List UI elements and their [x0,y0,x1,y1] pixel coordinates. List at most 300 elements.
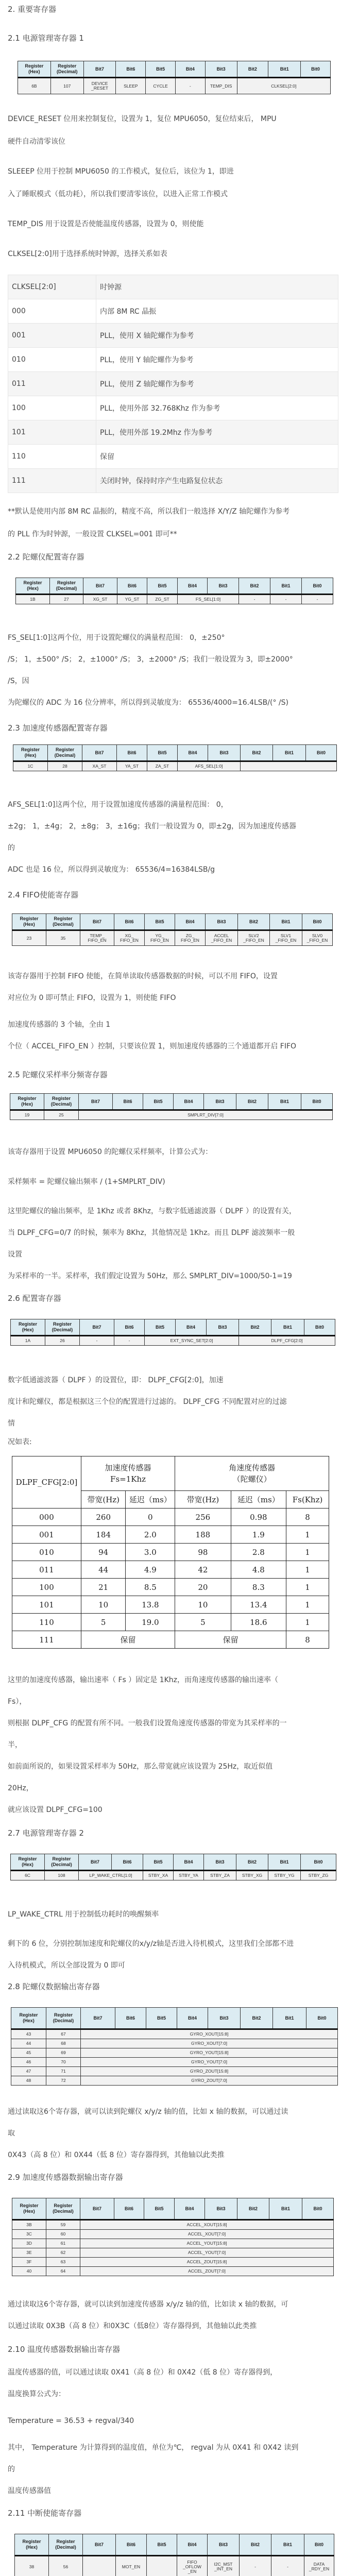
cell-smplrt-div: SMPLRT_DIV[7:0] [79,1110,333,1120]
cell-bit3: ACCEL _FIFO_EN [206,930,238,946]
col-header-bit0: Bit0 [306,745,337,761]
dlpf-cell: 44 [81,1561,126,1579]
clksel-source: PLL，使用 X 轴陀螺作为参考 [96,324,338,348]
col-header-bit2: Bit2 [241,745,273,761]
col-header-decimal: Register (Decimal) [44,1094,79,1110]
cell-bit6: - [114,1336,145,1346]
cell-bit7: XA_ST [82,761,117,771]
paragraph: 个位（ ACCEL_FIFO_EN ）控制，只要该位置 1，则加速度传感器的三个通道都开启 FIFO [8,1036,350,1057]
paragraph: 0X43（高 8 位）和 0X44（低 8 位）寄存器得到，其他轴以此类推 [8,2144,350,2166]
paragraph: 设置 [8,1244,350,1265]
dlpf-cell: 5 [175,1614,231,1631]
cell-bit0: DATA _RDY_EN [304,2556,334,2576]
cell-bit0: STBY_ZG [301,1871,336,1880]
col-header-bit6: Bit6 [117,578,147,595]
clksel-code: 110 [8,445,96,469]
cell-bit3: STBY_ZA [204,1871,236,1880]
cell-afs-sel: AFS_SEL[1:0] [178,761,241,771]
col-header-decimal: Register (Decimal) [48,745,82,761]
dlpf-table [12,1456,329,1649]
cell-hex: 19 [10,1110,44,1120]
col-header-bit2: Bit2 [236,1854,268,1871]
cell-decimal: 56 [49,2556,83,2576]
cell-bit6: YG_ST [117,595,147,604]
paragraph: 通过读取这6个寄存器，就可以读到陀螺仪 x/y/z 轴的值，比如 x 轴的数据，可以通过读 [8,2101,350,2123]
col-header-bit1: Bit1 [270,578,302,595]
col-header-bit0: Bit0 [304,1319,335,1336]
dlpf-cell: 260 [81,1509,126,1526]
cell-bits: ACCEL_XOUT[7:0] [80,2230,334,2239]
col-header-bit5: Bit5 [147,2534,177,2556]
cell-bit7: DEVICE _RESET [83,78,116,94]
col-header-bit3: Bit3 [208,2008,241,2029]
cell-decimal: 72 [46,2076,81,2086]
col-header-hex: Register (Hex) [13,745,48,761]
cell-ext-sync-set: EXT_SYNC_SET[2:0] [145,1336,239,1346]
dlpf-header-gyro-title: 角速度传感器 [229,1463,275,1472]
dlpf-subheader: 带宽(Hz) [175,1491,231,1509]
clksel-header-code: CLKSEL[2:0] [8,275,96,299]
cell-bit4: ZG_ FIFO_EN [175,930,206,946]
dlpf-cell: 010 [12,1544,81,1561]
section-heading-2-9: 2.9 加速度传感器数据输出寄存器 [8,2172,350,2182]
col-header-bit7: Bit7 [83,2534,116,2556]
paragraph: 为采样率的一半。采样率，我们假定设置为 50Hz，那么 SMPLRT_DIV=1000/50-1=19 [8,1265,350,1287]
cell-decimal: 107 [50,78,83,94]
cell-bit3: I2C_MST _INT_EN [208,2556,240,2576]
col-header-hex: Register (Hex) [11,2008,46,2029]
col-header-bit5: Bit5 [143,1854,174,1871]
cell-decimal: 62 [46,2248,80,2258]
col-header-bit6: Bit6 [114,2198,144,2220]
cell-bits: ACCEL_ZOUT[7:0] [80,2267,334,2276]
register-table-accel-config [13,744,337,771]
section-heading-2-5: 2.5 陀螺仪采样率分频寄存器 [8,1070,350,1080]
register-table-int-enable [14,2534,334,2576]
col-header-bit3: Bit3 [204,1854,236,1871]
paragraph: FS_SEL[1:0]这两个位，用于设置陀螺仪的满量程范围： 0，±250° [8,627,350,649]
cell-bits: ACCEL_YOUT[7:0] [80,2248,334,2258]
col-header-bit7: Bit7 [80,914,114,930]
col-header-bit6: Bit6 [115,2008,146,2029]
dlpf-cell: 13.8 [126,1596,175,1614]
cell-hex: 3C [12,2230,46,2239]
cell-bit7: XG_ST [83,595,117,604]
section-heading-2-2: 2.2 陀螺仪配置寄存器 [8,552,350,562]
cell-decimal: 35 [46,930,80,946]
paragraph: 数字低通滤波器（ DLPF ）的设置位，即： DLPF_CFG[2:0]，加速 [8,1369,350,1391]
clksel-source: PLL，使用 Z 轴陀螺作为参考 [96,372,338,396]
paragraph: 为陀螺仪的 ADC 为 16 位分辨率，所以得到灵敏度为： 65536/4000=16.4LSB/(° /S) [8,692,350,714]
cell-hex: 1B [16,595,50,604]
dlpf-cell: 42 [175,1561,231,1579]
cell-bit1: SLV1 _FIFO_EN [270,930,302,946]
section-heading-2-7: 2.7 电源管理寄存器 2 [8,1828,350,1838]
dlpf-cell-reserved: 保留 [175,1631,286,1649]
cell-bit5: ZG_ST [147,595,178,604]
section-heading-2-1: 2.1 电源管理寄存器 1 [8,33,350,43]
cell-fs-sel: FS_SEL[1:0] [178,595,239,604]
cell-lp-wake-ctrl: LP_WAKE_CTRL[1:0] [79,1871,143,1880]
register-table-accel-out [12,2198,334,2276]
paragraph: 温度传感器值 [8,2480,350,2502]
col-header-bit4: Bit4 [178,578,208,595]
dlpf-header-gyro [175,1456,329,1491]
register-table-smplrt-div [10,1093,333,1120]
cell-decimal: 68 [46,2039,81,2048]
cell-decimal: 59 [46,2220,80,2230]
cell-hex: 23 [12,930,46,946]
cell-bit0: - [302,595,333,604]
col-header-bit7: Bit7 [82,745,117,761]
register-row [12,2267,334,2276]
register-row [12,2248,334,2258]
cell-bit3: TEMP_DIS [205,78,237,94]
clksel-code: 111 [8,469,96,493]
paragraph: TEMP_DIS 用于设置是否使能温度传感器，设置为 0，则使能 [8,213,350,235]
paragraph: 该寄存器用于设置 MPU6050 的陀螺仪采样频率，计算公式为： [8,1141,350,1163]
col-header-bit0: Bit0 [301,61,331,78]
col-header-bit6: Bit6 [117,745,147,761]
register-row [11,2067,338,2076]
dlpf-cell: 2.8 [231,1544,286,1561]
clksel-code: 101 [8,420,96,445]
col-header-bit6: Bit6 [116,61,146,78]
cell-bit5: STBY_XA [143,1871,174,1880]
clksel-code: 100 [8,396,96,420]
paragraph: 这里的加速度传感器，输出速率（ Fs ）固定是 1Khz，而角速度传感器的输出速率（ [8,1669,350,1691]
paragraph: 以通过读取 0X3B（高 8 位）和0X3C（低8位）寄存器得到，其他轴以此类推 [8,2315,350,2337]
cell-hex: 48 [11,2076,46,2086]
col-header-hex: Register (Hex) [12,2198,46,2220]
paragraph: 就应该设置 DLPF_CFG=100 [8,1799,350,1821]
cell-bits: GYRO_YOUT[7:0] [81,2058,338,2067]
register-table-pwr-mgmt-1 [18,61,331,94]
paragraph: 入了睡眠模式（低功耗），所以我们要清零该位，以进入正常工作模式 [8,183,350,206]
dlpf-row [12,1614,329,1631]
col-header-bit2: Bit2 [240,2534,271,2556]
cell-hex: 44 [11,2039,46,2048]
dlpf-header-accel [81,1456,175,1491]
col-header-bit4: Bit4 [176,1319,207,1336]
cell-bit0: SLV0 _FIFO_EN [302,930,333,946]
dlpf-cell: 111 [12,1631,81,1649]
col-header-decimal: Register (Decimal) [45,1319,80,1336]
col-header-bit1: Bit1 [271,2534,304,2556]
col-header-bit3: Bit3 [205,61,237,78]
col-header-bit3: Bit3 [206,914,238,930]
col-header-bit5: Bit5 [143,1094,174,1110]
cell-dlpf-cfg: DLPF_CFG[2:0] [239,1336,335,1346]
paragraph: 20Hz， [8,1777,350,1799]
col-header-bit2: Bit2 [237,61,268,78]
dlpf-cell: 10 [81,1596,126,1614]
cell-bits: GYRO_XOUT[15:8] [81,2029,338,2039]
dlpf-cell: 188 [175,1526,231,1544]
register-row [12,2239,334,2248]
cell-decimal: 63 [46,2258,80,2267]
register-row [11,2048,338,2058]
section-heading-2-4: 2.4 FIFO使能寄存器 [8,890,350,900]
dlpf-row [12,1596,329,1614]
paragraph: 加速度传感器的 3 个轴，全由 1 [8,1014,350,1036]
paragraph: 硬件自动清零该位 [8,130,350,153]
dlpf-cell: 8.3 [231,1579,286,1596]
dlpf-cell: 8.5 [126,1579,175,1596]
dlpf-row-reserved [12,1631,329,1649]
dlpf-cell-reserved: 保留 [81,1631,175,1649]
col-header-bit0: Bit0 [301,1854,336,1871]
col-header-hex: Register (Hex) [15,2534,49,2556]
dlpf-cell: 101 [12,1596,81,1614]
paragraph: 温度传感器的值，可以通过读取 0X41（高 8 位）和 0X42（低 8 位）寄存器得到， [8,2362,350,2383]
col-header-decimal: Register (Decimal) [49,2534,83,2556]
dlpf-cell: 1 [286,1614,329,1631]
clksel-code: 010 [8,348,96,372]
cell-bits: ACCEL_YOUT[15:8] [80,2239,334,2248]
dlpf-subheader: 延迟（ms） [231,1491,286,1509]
register-row [12,2230,334,2239]
cell-bit5: CYCLE [146,78,176,94]
dlpf-row [12,1579,329,1596]
paragraph: LP_WAKE_CTRL 用于控制低功耗时的唤醒频率 [8,1903,350,1926]
cell-decimal: 27 [50,595,83,604]
paragraph: /S； 1，±500° /S； 2，±1000° /S； 3，±2000° /S；我们一般设置为 3，即±2000° [8,649,350,670]
dlpf-cell: 110 [12,1614,81,1631]
col-header-bit0: Bit0 [306,2008,338,2029]
dlpf-cell: 1 [286,1579,329,1596]
paragraph: ADC 也是 16 位，所以得到灵敏度为： 65536/4=16384LSB/g [8,859,350,880]
register-row [12,2220,334,2230]
dlpf-cell: 001 [12,1526,81,1544]
dlpf-row [12,1509,329,1526]
col-header-bit1: Bit1 [268,1094,301,1110]
register-row [11,2058,338,2067]
col-header-bit3: Bit3 [205,2198,237,2220]
paragraph: 温度换算公式为： [8,2383,350,2405]
col-header-bit1: Bit1 [268,61,301,78]
cell-bit2-0-empty [241,761,337,771]
dlpf-row [12,1526,329,1544]
col-header-bit7: Bit7 [79,1854,112,1871]
paragraph: 对应位为 0 即可禁止 FIFO，设置为 1，则使能 FIFO [8,987,350,1009]
paragraph: CLKSEL[2:0]用于选择系统时钟源，选择关系如表 [8,243,350,265]
cell-bit5 [147,2556,177,2576]
cell-hex: 40 [12,2267,46,2276]
col-header-bit7: Bit7 [79,1094,113,1110]
col-header-bit7: Bit7 [81,2008,115,2029]
paragraph: 如前面所说的，如果设置采样率为 50Hz，那么带宽就应该设置为 25Hz，取近似值 [8,1756,350,1777]
dlpf-cell: 0 [126,1509,175,1526]
paragraph: 况如表: [8,1434,350,1450]
col-header-bit4: Bit4 [175,2198,205,2220]
cell-hex: 1C [13,761,48,771]
col-header-hex: Register (Hex) [10,1094,44,1110]
dlpf-cell: 20 [175,1579,231,1596]
register-row [12,2258,334,2267]
clksel-code: 011 [8,372,96,396]
dlpf-cell: 3.0 [126,1544,175,1561]
dlpf-cell: 1.9 [231,1526,286,1544]
cell-bit4: STBY_YA [174,1871,204,1880]
col-header-bit0: Bit0 [301,1094,333,1110]
clksel-source: PLL，使用外部 32.768Khz 作为参考 [96,396,338,420]
col-header-bit1: Bit1 [273,2008,306,2029]
col-header-bit4: Bit4 [175,61,205,78]
formula: 采样频率 = 陀螺仪输出频率 / (1+SMPLRT_DIV) [8,1171,350,1193]
cell-bits: GYRO_ZOUT[7:0] [81,2076,338,2086]
cell-decimal: 25 [44,1110,79,1120]
cell-decimal: 69 [46,2048,81,2058]
cell-decimal: 61 [46,2239,80,2248]
col-header-bit4: Bit4 [175,914,206,930]
clksel-header-source: 时钟源 [96,275,338,299]
register-row [11,2076,338,2086]
dlpf-subheader: 延迟（ms） [126,1491,175,1509]
clksel-source: 关闭时钟，保持时序产生电路复位状态 [96,469,338,493]
cell-decimal: 64 [46,2267,80,2276]
clksel-code: 001 [8,324,96,348]
cell-bits: ACCEL_XOUT[15:8] [80,2220,334,2230]
cell-bit6: MOT_EN [116,2556,147,2576]
paragraph: 情 [8,1413,350,1434]
col-header-bit3: Bit3 [208,2534,240,2556]
cell-hex: 46 [11,2058,46,2067]
cell-hex: 3E [12,2248,46,2258]
paragraph: 半， [8,1734,350,1756]
register-table-gyro-out [11,2007,338,2086]
paragraph: 剩下的 6 位，分别控制加速度和陀螺仪的x/y/z轴是否进入待机模式，这里我们全部都不进 [8,1933,350,1955]
col-header-bit4: Bit4 [177,2008,208,2029]
col-header-bit5: Bit5 [145,1319,176,1336]
col-header-bit2: Bit2 [239,1319,271,1336]
cell-decimal: 26 [45,1336,80,1346]
cell-bit2: - [240,2556,271,2576]
dlpf-cell: 1 [286,1561,329,1579]
cell-hex: 43 [11,2029,46,2039]
col-header-bit2: Bit2 [239,578,270,595]
dlpf-cell: 000 [12,1509,81,1526]
dlpf-cell: 18.6 [231,1614,286,1631]
paragraph: 取 [8,2123,350,2144]
col-header-bit0: Bit0 [304,2534,334,2556]
cell-hex: 47 [11,2067,46,2076]
col-header-bit5: Bit5 [147,578,178,595]
col-header-bit7: Bit7 [83,61,116,78]
col-header-bit3: Bit3 [204,1094,236,1110]
cell-bit5: ZA_ST [147,761,178,771]
col-header-decimal: Register (Decimal) [46,2198,80,2220]
dlpf-subheader: Fs(Khz) [286,1491,329,1509]
col-header-decimal: Register (Decimal) [50,578,83,595]
note-paragraph: 的 PLL 作为时钟源，一般设置 CLKSEL=001 即可** [8,523,350,546]
paragraph: DEVICE_RESET 位用来控制复位，设置为 1，复位 MPU6050，复位结束后， MPU [8,108,350,130]
col-header-bit2: Bit2 [237,2198,269,2220]
note-paragraph: **默认是使用内部 8M RC 晶振的，精度不高，所以我们一般选择 X/Y/Z 轴陀螺作为参考 [8,500,350,523]
cell-bits: GYRO_YOUT[15:8] [81,2048,338,2058]
col-header-decimal: Register (Decimal) [46,2008,81,2029]
cell-bit4: FIFO _OFLOW _EN [177,2556,208,2576]
register-row [11,2039,338,2048]
paragraph: SLEEEP 位用于控制 MPU6050 的工作模式，复位后，该位为 1，即进 [8,160,350,183]
register-table-pwr-mgmt-2 [10,1854,336,1880]
dlpf-cell: 0.98 [231,1509,286,1526]
col-header-bit5: Bit5 [144,2198,175,2220]
col-header-bit3: Bit3 [207,1319,239,1336]
paragraph: 当 DLPF_CFG=0/7 的时候，频率为 8Khz，其他情况是 1Khz。而且 DLPF 滤波频率一般 [8,1222,350,1244]
col-header-hex: Register (Hex) [16,578,50,595]
dlpf-cell: 10 [175,1596,231,1614]
cell-hex: 1A [11,1336,45,1346]
col-header-bit1: Bit1 [273,745,306,761]
col-header-bit3: Bit3 [208,745,241,761]
dlpf-cell: 2.0 [126,1526,175,1544]
paragraph: 通过读取这6个寄存器，就可以读到加速度传感器 x/y/z 轴的值，比如读 x 轴的数据，可 [8,2294,350,2315]
register-table-fifo-enable [12,913,333,946]
col-header-bit0: Bit0 [302,2198,334,2220]
cell-hex: 3F [12,2258,46,2267]
clksel-source: PLL，使用 Y 轴陀螺作为参考 [96,348,338,372]
cell-hex: 38 [15,2556,49,2576]
clksel-source: 内部 8M RC 晶振 [96,299,338,324]
paragraph: Fs）， [8,1691,350,1713]
dlpf-cell: 19.0 [126,1614,175,1631]
col-header-decimal: Register (Decimal) [50,61,83,78]
section-heading-2-10: 2.10 温度传感器数据输出寄存器 [8,2344,350,2354]
cell-bit1: STBY_YG [268,1871,301,1880]
cell-bit6: XG_ FIFO_EN [114,930,145,946]
cell-bit1: - [270,595,302,604]
cell-hex: 3B [12,2220,46,2230]
dlpf-header-cfg: DLPF_CFG[2:0] [12,1456,81,1509]
col-header-bit5: Bit5 [145,914,175,930]
paragraph: AFS_SEL[1:0]这两个位，用于设置加速度传感器的满量程范围： 0， [8,794,350,816]
dlpf-header-gyro-sub: （陀螺仪） [233,1475,271,1484]
clksel-source: 保留 [96,445,338,469]
dlpf-cell: 13.4 [231,1596,286,1614]
paragraph: 度计和陀螺仪，都是根据这三个位的配置进行过滤的。 DLPF_CFG 不同配置对应的过滤 [8,1391,350,1413]
dlpf-cell: 8 [286,1509,329,1526]
dlpf-cell: 1 [286,1596,329,1614]
cell-bit6: SLEEP [116,78,146,94]
col-header-bit7: Bit7 [83,578,117,595]
clksel-code: 000 [8,299,96,324]
cell-bit7 [83,2556,116,2576]
col-header-decimal: Register (Decimal) [46,914,80,930]
paragraph: 的 [8,837,350,859]
dlpf-subheader: 带宽(Hz) [81,1491,126,1509]
col-header-bit0: Bit0 [302,914,333,930]
page-title: 2. 重要寄存器 [8,4,350,14]
col-header-bit4: Bit4 [174,1094,204,1110]
dlpf-cell: 21 [81,1579,126,1596]
cell-decimal: 60 [46,2230,80,2239]
col-header-bit6: Bit6 [116,2534,147,2556]
dlpf-cell: 100 [12,1579,81,1596]
paragraph: 则根据 DLPF_CFG 的配置有所不同。一般我们设置角速度传感器的带宽为其采样率的一 [8,1713,350,1734]
formula: Temperature = 36.53 + regval/340 [8,2410,350,2432]
col-header-hex: Register (Hex) [11,1319,45,1336]
cell-decimal: 67 [46,2029,81,2039]
paragraph: /S，因 [8,670,350,692]
paragraph: 其中， Temperature 为计算得到的温度值，单位为℃， regval 为从 0X41 和 0X42 读到 [8,2437,350,2459]
cell-decimal: 71 [46,2067,81,2076]
register-table-config [10,1319,335,1346]
dlpf-cell: 98 [175,1544,231,1561]
dlpf-cell: 184 [81,1526,126,1544]
dlpf-cell: 8 [286,1631,329,1649]
col-header-bit5: Bit5 [146,61,176,78]
